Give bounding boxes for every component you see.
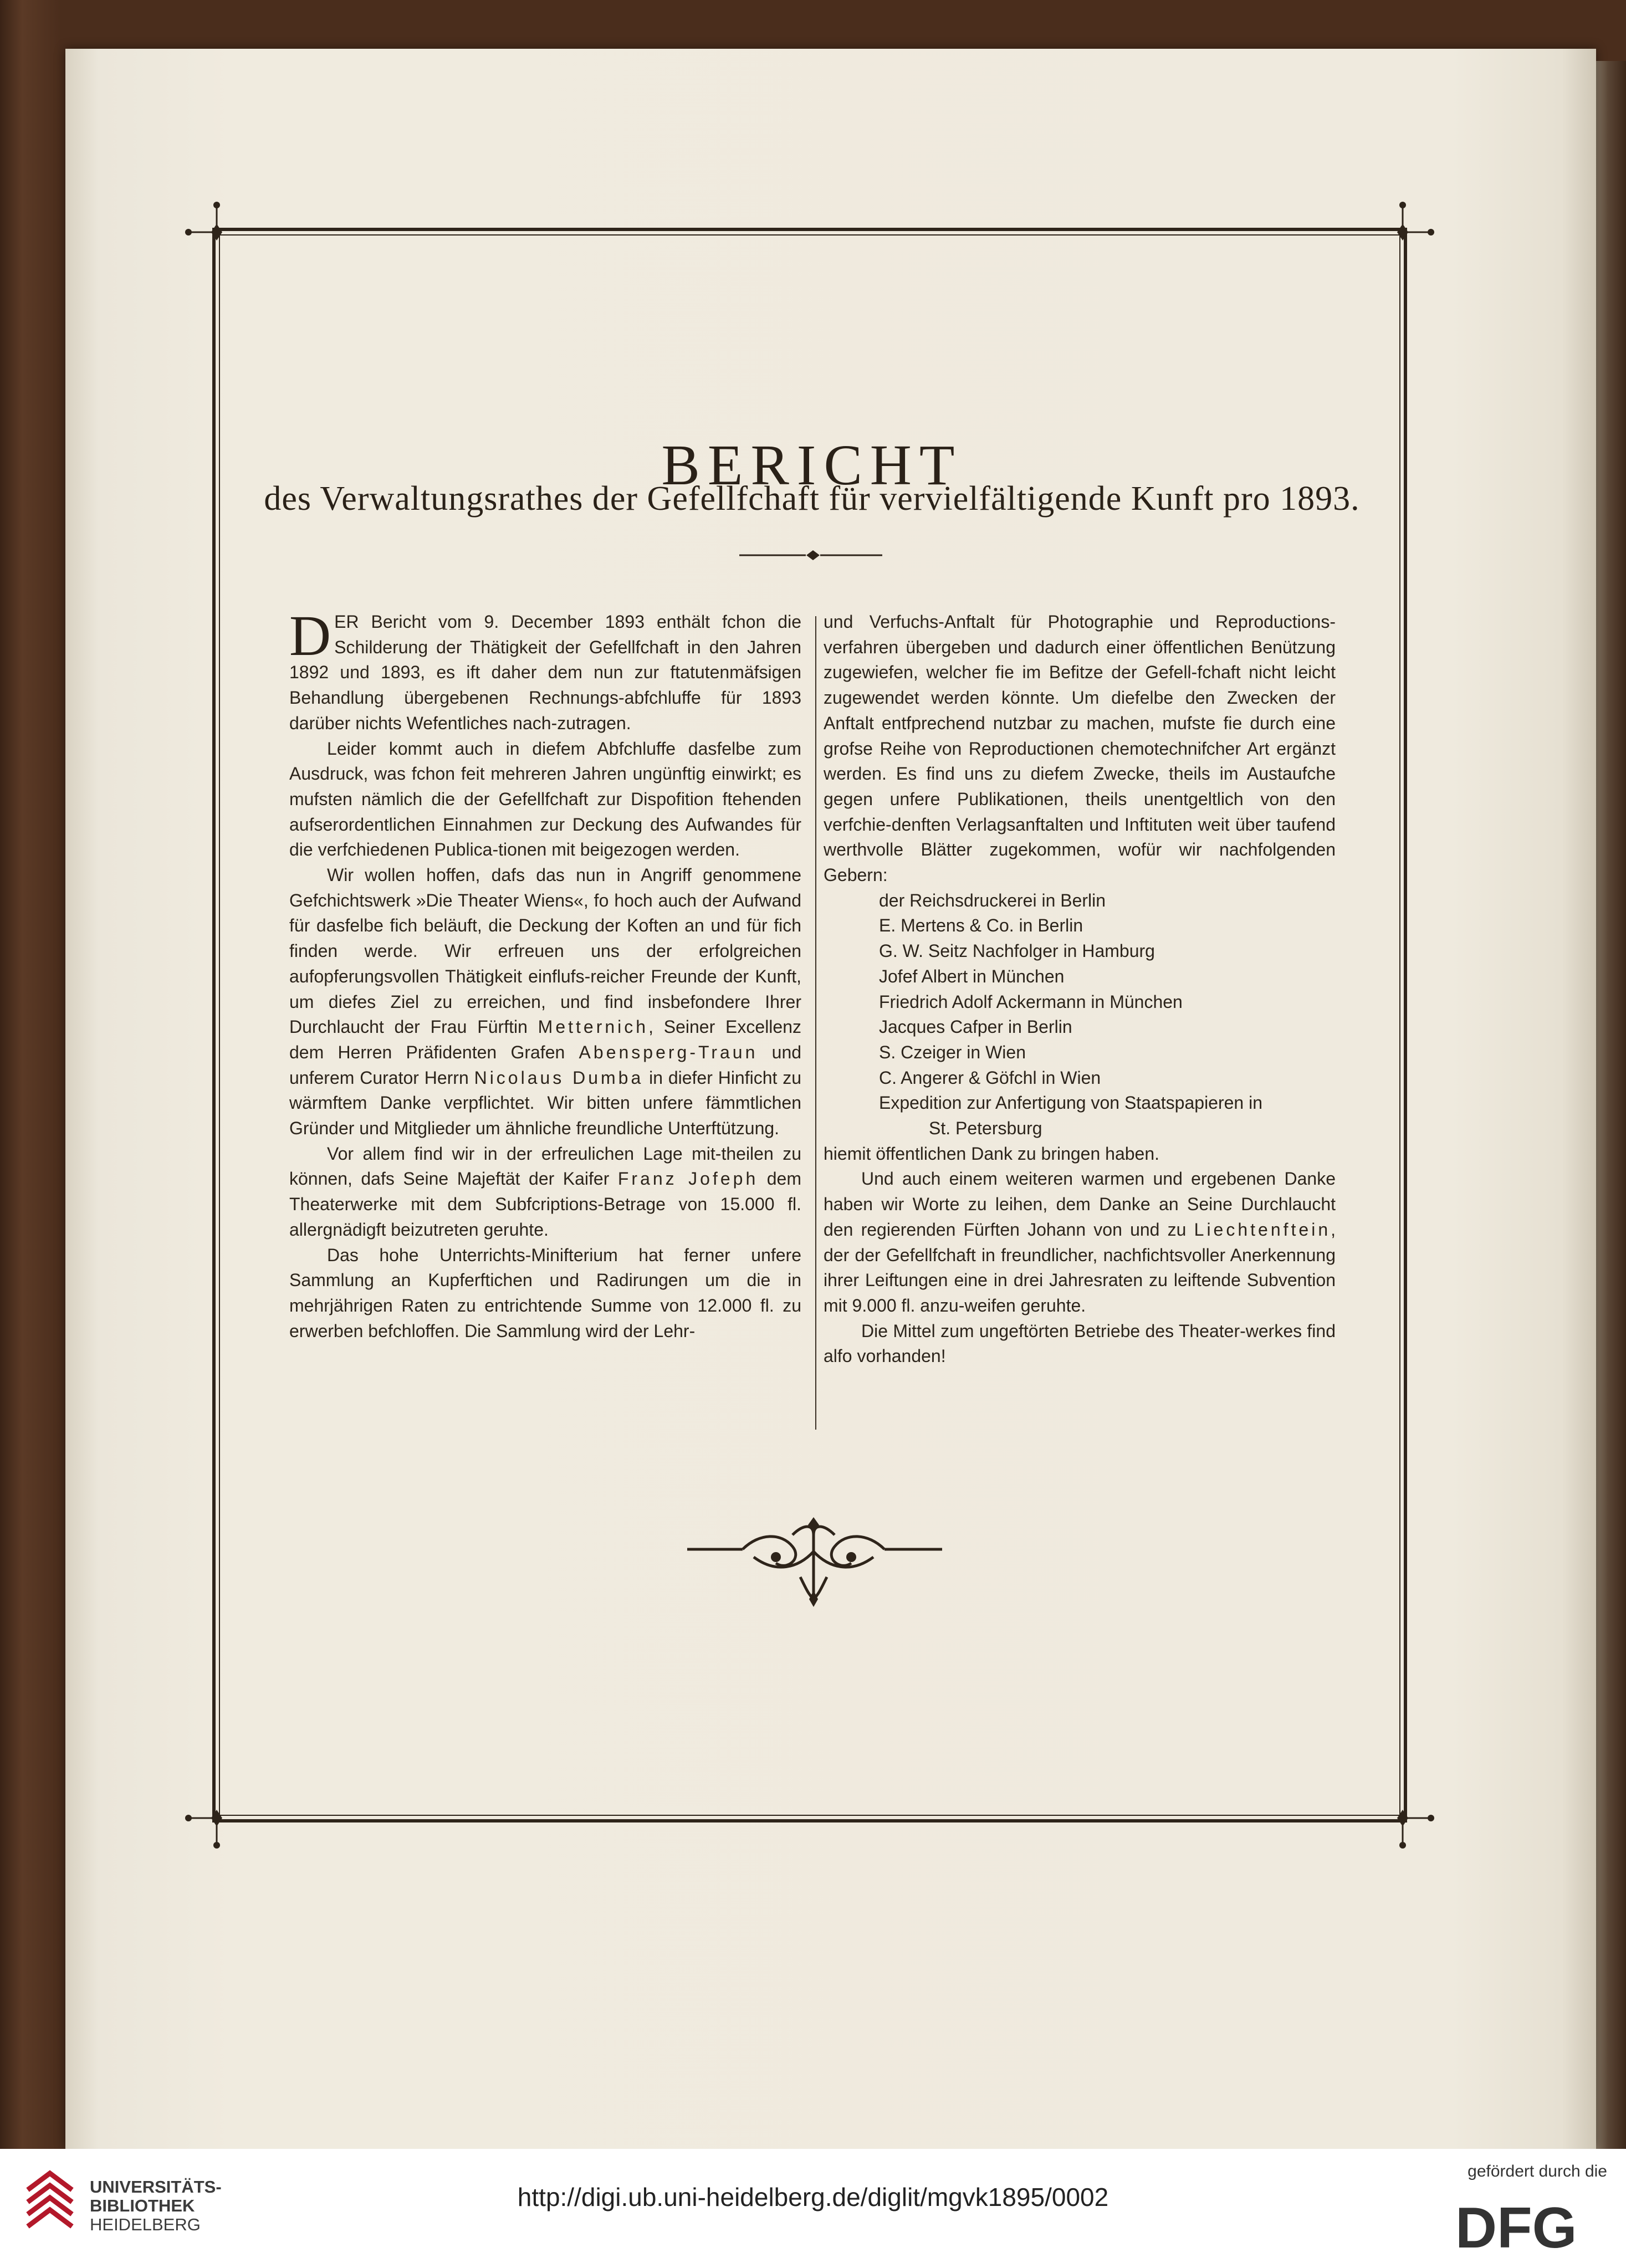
- document-subtitle: des Verwaltungsrathes der Gefellfchaft für vervielfältigende Kunft pro 1893.: [264, 480, 1360, 518]
- source-url-link[interactable]: http://digi.ub.uni-heidelberg.de/diglit/mgvk1895/0002: [517, 2183, 1109, 2211]
- name-metternich: Metternich: [538, 1017, 649, 1037]
- drop-cap: D: [289, 604, 331, 668]
- list-item: G. W. Seitz Nachfolger in Hamburg: [879, 941, 1155, 961]
- paragraph-8-text-b: , der der Gefellfchaft in freundlicher, nachfichtsvoller Anerkennung ihrer Leiftungen eine in drei Jahresraten zu leiftende Subvention mit 9.000 fl. anzu-weifen geruhte.: [824, 1219, 1336, 1315]
- paragraph-7: hiemit öffentlichen Dank zu bringen haben.: [824, 1143, 1160, 1164]
- right-column: [824, 610, 1336, 1369]
- list-item: Jacques Cafper in Berlin: [879, 1017, 1072, 1037]
- paragraph-5: Das hohe Unterrichts-Minifterium hat ferner unfere Sammlung an Kupferftichen und Radirungen um die in mehrjährigen Raten zu entrichtende Summe von 12.000 fl. zu erwerben befchloffen. Die Sammlung wird der Lehr-: [289, 1245, 801, 1341]
- left-column: [289, 604, 802, 1344]
- paragraph-3-text-b: , Seiner Excellenz dem Herren Präfidenten Grafen: [289, 1017, 801, 1062]
- list-item: E. Mertens & Co. in Berlin: [879, 915, 1083, 936]
- donor-list: [824, 888, 1336, 1141]
- column-divider: [815, 616, 816, 1430]
- dfg-logo-text: DFG: [1455, 2199, 1577, 2254]
- document-title: BERICHT: [661, 433, 963, 497]
- funding-label: gefördert durch die: [1468, 2162, 1607, 2180]
- institution-line-2: BIBLIOTHEK: [90, 2196, 195, 2215]
- list-item: S. Czeiger in Wien: [879, 1042, 1026, 1062]
- paragraph-3-text-c: und unferem Curator Herrn: [289, 1042, 802, 1088]
- list-item: Jofef Albert in München: [879, 966, 1065, 986]
- paragraph-4-text-b: dem Theaterwerke mit dem Subfcriptions-Betrage von 15.000 fl. allergnädigft beizutreten geruhte.: [289, 1169, 801, 1240]
- list-item-text: Expedition zur Anfertigung von Staatspapieren in: [879, 1093, 1263, 1113]
- paragraph-4-text-a: Vor allem find wir in der erfreulichen Lage mit-theilen zu können, dafs Seine Majeftät der Kaifer: [289, 1143, 801, 1189]
- paragraph-8-text-a: Und auch einem weiteren warmen und ergebenen Danke haben wir Worte zu leihen, dem Danke an Seine Durchlaucht den regierenden Fürften Johann von und zu: [824, 1169, 1336, 1240]
- name-franz-joseph: Franz Jofeph: [617, 1169, 759, 1189]
- paragraph-3: [289, 863, 801, 1141]
- paragraph-1: [289, 604, 801, 736]
- paragraph-4: [289, 1141, 801, 1243]
- list-item-continuation: St. Petersburg: [929, 1118, 1042, 1139]
- paragraph-6: und Verfuchs-Anftalt für Photographie und Reproductions-verfahren übergeben und dadurch einer öffentlichen Benützung zugewiefen, welcher fie im Befitze der Gefell-fchaft nicht leicht zugewendet werden könnte. Um diefelbe den Zwecken der Anftalt entfprechend nutzbar zu machen, mufste fie durch eine grofse Reihe von Reproductionen chemotechnifcher Art ergänzt werden. Es find uns zu diefem Zwecke, theils im Austaufche gegen unfere Publikationen, theils unentgeltlich von den verfchie-denften Verlagsanftalten und Inftituten weit über taufend werthvolle Blätter zugekommen, wofür wir nachfolgenden Gebern:: [824, 612, 1336, 885]
- paragraph-3-text-d: in diefer Hinficht zu wärmftem Danke verpflichtet. Wir bitten unfere fämmtlichen Gründer und Mitglieder um ähnliche freundliche Unterftützung.: [289, 1067, 802, 1139]
- paragraph-9: Die Mittel zum ungeftörten Betriebe des Theater-werkes find alfo vorhanden!: [824, 1320, 1336, 1366]
- name-abensperg: Abensperg-Traun: [579, 1042, 758, 1062]
- dfg-logo-icon: [1455, 2199, 1607, 2254]
- list-item: Friedrich Adolf Ackermann in München: [879, 991, 1183, 1012]
- list-item: der Reichsdruckerei in Berlin: [879, 890, 1106, 910]
- name-liechtenstein: Liechtenftein: [1194, 1219, 1331, 1240]
- paragraph-1-text: ER Bericht vom 9. December 1893 enthält fchon die Schilderung der Thätigkeit der Gefellfchaft in den Jahren 1892 und 1893, es ift daher dem nun zur ftatutenmäfsigen Behandlung übergebenen Rechnungs-abfchluffe für 1893 darüber nichts Wefentliches nach-zutragen.: [289, 612, 801, 733]
- name-dumba: Nicolaus Dumba: [474, 1067, 644, 1088]
- paragraph-8: [824, 1166, 1336, 1318]
- ornament-vignette: [687, 1525, 942, 1599]
- paragraph-2: Leider kommt auch in diefem Abfchluffe dasfelbe zum Ausdruck, was fchon feit mehreren Jahren ungünftig einwirkt; es mufsten nämlich die der Gefellfchaft zur Dispofition ftehenden aufserordentlichen Einnahmen zur Deckung des Aufwandes für die verfchiedenen Publica-tionen mit beigezogen werden.: [289, 738, 801, 860]
- paragraph-3-text-a: Wir wollen hoffen, dafs das nun in Angriff genommene Gefchichtswerk »Die Theater Wiens«, fo hoch auch der Aufwand für dasfelbe fich beläuft, die Deckung der Koften an und für fich finden werde. Wir erfreuen uns der erfolgreichen aufopferungsvollen Thätigkeit einflufs-reicher Freunde der Kunft, um diefes Ziel zu erreichen, und find insbefondere Ihrer Durchlaucht der Frau Fürftin: [289, 865, 801, 1037]
- institution-line-3: HEIDELBERG: [90, 2215, 201, 2234]
- list-item: [879, 1091, 1336, 1141]
- institution-line-1: UNIVERSITÄTS-: [90, 2177, 222, 2197]
- list-item: C. Angerer & Göfchl in Wien: [879, 1067, 1101, 1088]
